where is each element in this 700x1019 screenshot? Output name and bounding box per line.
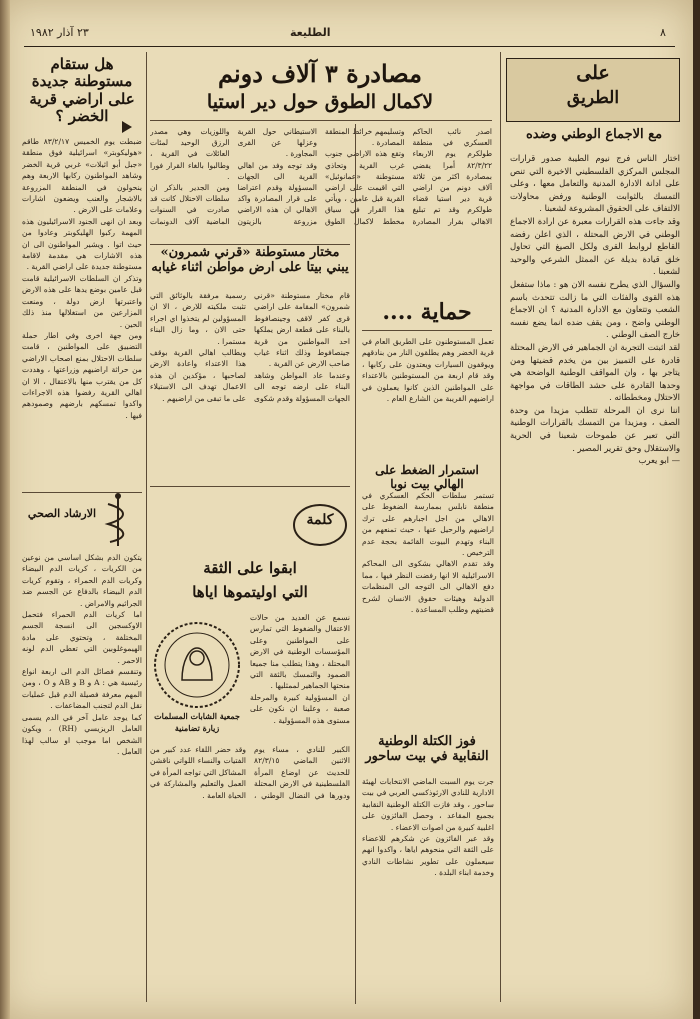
newspaper-name: الطليعة xyxy=(290,26,331,39)
protection-headline: حماية .... xyxy=(382,299,472,325)
left-article-headline: هل ستقام مستوطنة جديدة على اراضي قرية الخضر ؟ xyxy=(29,55,135,125)
column-badge-line1: على xyxy=(576,62,610,84)
election-headline: فوز الكتلة الوطنية النقابية في بيت ساحور xyxy=(365,734,489,764)
association-seal xyxy=(152,620,242,710)
protection-body: تعمل المستوطنون على الطريق العام في قرية الخضر وهم يطلقون النار من بنادقهم ويوقفون السيارات ويعتدون على ركابها ، وقد قام اربعة من المستوطنين بالاعتداء على المواطنين الذين كانوا يعملون في اراضيهم القريبة من الشارع العام . xyxy=(362,337,494,404)
main-headline-line2: لاكمال الطوق حول دير استيا xyxy=(206,91,434,113)
kalima-badge: كلمة xyxy=(306,512,334,528)
main-headline-line1: مصادرة ٣ آلاف دونم xyxy=(218,59,422,88)
election-body: جرت يوم السبت الماضي الانتخابات لهيئة الادارية للنادي الارثوذكسي العربي في بيت ساحور ، وقد فازت الكتلة الوطنية النقابية بجميع المقاعد ، وحصل الفائزون على اغلبية كبيرة من اصوات الاعضاء . وقد عبر الفائزون عن شكرهم للاعضاء على الثقة التي منحوهم اياها ، واكدوا انهم سيعملون على تطوير نشاطات النادي وخدمة ابناء البلدة . xyxy=(362,777,494,878)
mid-article-headline: مختار مستوطنة «قرني شمرون» يبني بيتا على ارض مواطن اثناء غيابه xyxy=(151,245,349,275)
arrow-pointer-icon xyxy=(100,118,134,136)
page-number: ٨ xyxy=(660,26,666,39)
column-rule xyxy=(500,52,501,1002)
bottom-mid-body: الكبير للنادي ، مساء يوم الاثنين الماضي ٨٢/٣/١٥ للحديث عن اوضاع المرأة الفلسطينية في الارض المحتلة ودورها في النضال الوطني ، وقد حضر اللقاء عدد كبير من الفتيات والنساء اللواتي ناقشن المشاكل التي تواجه المرأة في العمل والتعليم والمشاركة في الحياة العامة . xyxy=(150,745,350,800)
health-body: يتكون الدم بشكل اساسي من نوعين من الكريات ، كريات الدم البيضاء وكريات الدم الحمراء ، وتقوم كريات الدم البيضاء بالدفاع عن الجسم ضد الجراثيم والامراض . اما كريات الدم الحمراء فتحمل الاوكسجين الى انسجة الجسم المختلفة ، وتحتوي على مادة الهيموغلوبين التي تعطي الدم لونه الاحمر . وتنقسم فصائل الدم الى اربعة انواع رئيسية هي : A و B و AB و O ، ومن المهم معرفة فصيلة الدم قبل عمليات نقل الدم لتجنب المضاعفات . كما يوجد عامل آخر في الدم يسمى العامل الريزيسي (RH) ، ويكون الشخص اما موجب او سالب لهذا العامل . xyxy=(22,553,142,756)
kalima-line2: التي اوليتموها اياها xyxy=(192,583,308,601)
column-badge xyxy=(506,58,680,122)
seal-text: جمعية الشابات المسلمات xyxy=(154,711,240,721)
main-article-body: اصدر نائب الحاكم العسكري في منطقة طولكرم يوم الاربعاء ٨٢/٣/٢٢ أمرا يقضي بمصادرة اكثر من ثلاثة آلاف دونم من اراضي قرية دير استيا قضاء طولكرم وقد تم تبليغ الاهالي بقرار المصادرة وتسليمهم خرائط المنطقة المصادرة . وتقع هذه الاراضي جنوب غرب القرية وتحاذي مستوطنة «عمانوئيل» التي اقيمت على اراضي القرية قبل عامين ، ويأتي هذا القرار في سياق مخطط لاكمال الطوق الاستيطاني حول القرية وعزلها عن القرى المجاورة . وقد توجه وفد من اهالي القرية الى الجهات المسؤولة وقدم اعتراضا على قرار المصادرة واكد الاهالي ان هذه الاراضي مزروعة بالزيتون واللوزيات وهي مصدر الرزق الوحيد لمئات العائلات في القرية ، وطالبوا بالغاء القرار فورا . ومن الجدير بالذكر ان سلطات الاحتلال كانت قد صادرت في السنوات الماضية آلاف الدونمات xyxy=(150,127,492,226)
column-rule xyxy=(355,124,356,1004)
right-article-body: اختار الناس فرج نيوم الطيبة صدور قرارات المجلس المركزي الفلسطيني الاخيرة التي تنص على ادانة الادارة المدنية والتعامل معها ، وعلى التمسك بالثوابت الوطنية ورفض محاولات الالتفاف على الحقوق المشروعة لشعبنا . وقد جاءت هذه القرارات معبرة عن ارادة الاجماع الوطني في الارض المحتلة ، الذي اعلن رفضه القاطع لروابط القرى ولكل الصيغ التي تحاول خلق قيادة بديلة عن الممثل الشرعي والوحيد لشعبنا . والسؤال الذي يطرح نفسه الان هو : ماذا ستفعل هذه القوى والفئات التي ما زالت تتحدث باسم الشعب وتتعاون مع الادارة المدنية ؟ ان الاجماع الوطني واضح ، ومن يقف ضده انما يضع نفسه خارج الصف الوطني . لقد اثبتت التجربة ان الجماهير في الارض المحتلة قادرة على التمييز بين من يخدم قضيتها ومن يتاجر بها ، وان المواقف الوطنية الواضحة هي وحدها القادرة على حشد الطاقات في مواجهة الاحتلال ومخططاته . اننا نرى ان المرحلة تتطلب مزيدا من وحدة الصف ، ومزيدا من التمسك بالقرارات الوطنية التي تعبر عن طموحات شعبنا في الحرية والاستقلال وحق تقرير المصير . — ابو يعرب xyxy=(510,153,680,466)
kalima-rule xyxy=(150,486,350,487)
health-headline: الارشاد الصحي xyxy=(27,507,97,520)
protection-rule xyxy=(362,330,492,331)
pressure-body: تستمر سلطات الحكم العسكري في منطقة نابلس بممارسة الضغوط على الاهالي من اجل اجبارهم على ترك اراضيهم والرحيل عنها ، حيث تمنعهم من البناء وتهدم البيوت القائمة بحجة عدم الترخيص . وقد تقدم الاهالي بشكوى الى المحاكم الاسرائيلية الا انها رفضت النظر فيها ، مما دفع الاهالي الى التوجه الى المنظمات الدولية وهيئات حقوق الانسان لشرح قضيتهم وطلب المساعدة . xyxy=(362,491,494,615)
column-badge-line2: الطريق xyxy=(566,88,620,108)
pressure-headline: استمرار الضغط على الهالي بيت نوبا xyxy=(375,463,479,491)
kalima-body: نسمع عن العديد من حالات الاعتقال والضغوط التي تمارس على المواطنين وعلى المؤسسات الوطنية في الارض المحتلة ، وهذا يتطلب منا جميعا الصمود والتمسك بالثقة التي منحتها الجماهير لممثليها . ان المسؤولية كبيرة والمرحلة صعبة ، وعلينا ان نكون على مستوى هذه المسؤولية . xyxy=(250,613,350,725)
seal-caption: زيارة تضامنية xyxy=(174,723,220,733)
folio-rule xyxy=(24,46,675,47)
kalima-line1: ابقوا على الثقة xyxy=(203,559,297,577)
caduceus-icon xyxy=(98,490,138,550)
left-article-body: ضبطت يوم الخميس ٨٣/٢/١٧ طاقم «هوليكوبتر» اسرائيلية فوق منطقة «جبل أبو اثيلات» غربي قرية الخضر وشاهد المواطنون ركابها الاربعة وهم ينحولون في المنطقة المزروعة بالاشجار والعنب ويضعون اشارات وعلامات على الارض . وبعد ان انهى الجنود الاسرائيليون هذه المهمة ركبوا الهليكوبتر وعادوا من حيث اتوا . ويشير المواطنون الى ان هذه الاشارات هي مقدمة لاقامة مستوطنة جديدة على اراضي القرية . وتذكر ان السلطات الاسرائيلية قامت قبل عامين بوضع يدها على هذه الارض واعتبرتها ارض دولة ، ومنعت المزارعين من استغلالها منذ ذلك الحين . ومن جهة اخرى وفي اطار حملة التضييق على المواطنين ، قامت سلطات الاحتلال بمنع اصحاب الاراضي من حراثة اراضيهم وزراعتها ، وهددت كل من يقترب منها بالاعتقال ، الا ان اهالي القرية رفضوا هذه الاجراءات واكدوا تمسكهم بارضهم وصمودهم فيها . xyxy=(22,137,142,420)
binding-spine xyxy=(0,0,10,1019)
mid-article-body: قام مختار مستوطنة «قرني شمرون» المقامة على اراضي قرى كفر لاقف وجينصافوط بالبناء على قطعة ارض يملكها احد المواطنين من قرية جينصافوط وذلك اثناء غياب صاحب الارض عن القرية . وعندما عاد المواطن وشاهد البناء على ارضه توجه الى الجهات المسؤولة وقدم شكوى رسمية مرفقة بالوثائق التي تثبت ملكيته للارض ، الا ان المسؤولين لم يتخذوا اي اجراء حتى الان ، وما زال البناء مستمرا . ويطالب اهالي القرية بوقف هذا الاعتداء واعادة الارض لصاحبها ، مؤكدين ان هذه الاعمال تهدف الى الاستيلاء على ما تبقى من اراضيهم . xyxy=(150,291,350,403)
headline-rule xyxy=(150,120,492,121)
column-rule xyxy=(146,52,147,1002)
right-article-headline: مع الاجماع الوطني وضده xyxy=(525,127,663,142)
issue-date: ٢٣ آذار ١٩٨٢ xyxy=(30,26,89,39)
